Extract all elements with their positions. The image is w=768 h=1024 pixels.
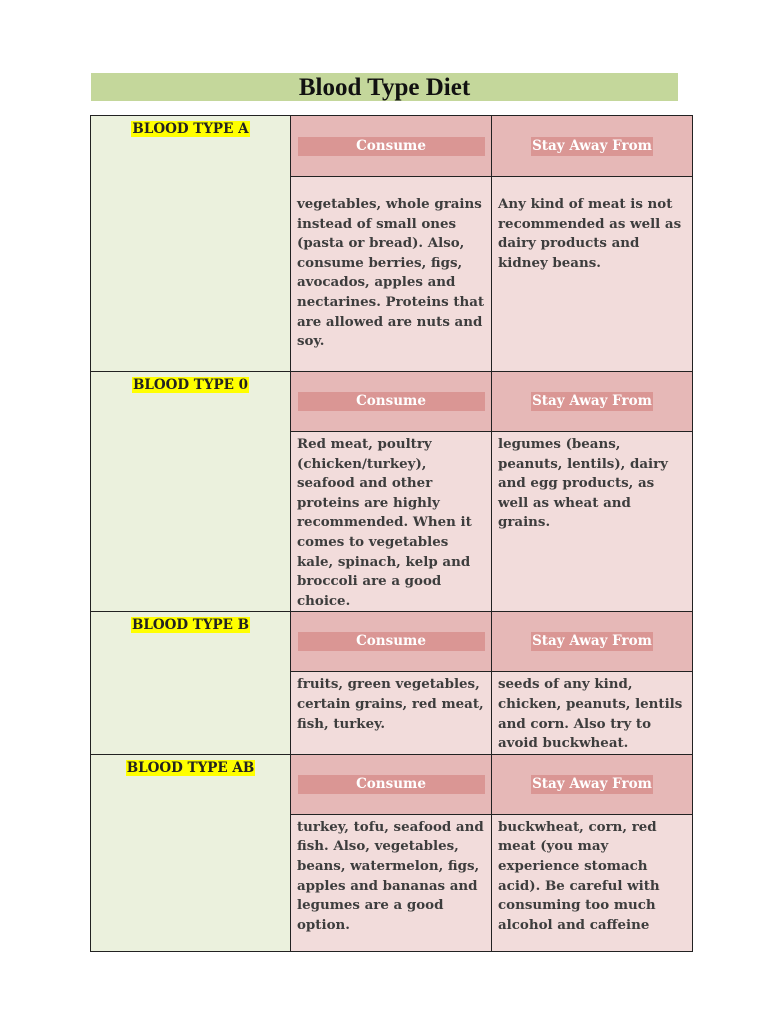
avoid-label: Stay Away From	[532, 775, 652, 792]
consume-text: vegetables, whole grains instead of small ones (pasta or bread). Also, consume berries, figs, avocados, apples and nectarines. Proteins that are allowed are nuts and soy.	[297, 196, 485, 350]
page-title: Blood Type Diet	[298, 74, 471, 101]
consume-cell	[291, 432, 492, 612]
blood-type-cell	[91, 116, 291, 372]
avoid-header-cell	[492, 612, 693, 672]
consume-text: turkey, tofu, seafood and fish. Also, vegetables, beans, watermelon, figs, apples and bananas and legumes are a good option.	[297, 818, 484, 933]
avoid-header-cell	[492, 372, 693, 432]
consume-header-cell	[291, 372, 492, 432]
consume-cell	[291, 672, 492, 754]
section-header-row	[91, 372, 693, 432]
blood-type-cell	[91, 612, 291, 754]
avoid-text: seeds of any kind, chicken, peanuts, lentils and corn. Also try to avoid buckwheat.	[498, 676, 683, 752]
consume-cell	[291, 177, 492, 372]
avoid-header-cell	[492, 754, 693, 814]
blood-type-cell	[91, 754, 291, 951]
consume-header-cell	[291, 754, 492, 814]
diet-table	[90, 115, 693, 952]
avoid-text: Any kind of meat is not recommended as well as dairy products and kidney beans.	[498, 196, 682, 271]
consume-text: fruits, green vegetables, certain grains, red meat, fish, turkey.	[297, 676, 484, 732]
avoid-header-cell	[492, 116, 693, 177]
blood-type-label: BLOOD TYPE B	[131, 617, 250, 634]
avoid-cell	[492, 672, 693, 754]
consume-header-cell	[291, 116, 492, 177]
section-header-row	[91, 754, 693, 814]
consume-label: Consume	[298, 632, 485, 651]
avoid-label: Stay Away From	[532, 137, 652, 154]
consume-label: Consume	[298, 775, 485, 794]
section-header-row	[91, 612, 693, 672]
title-bar	[91, 73, 678, 101]
consume-text: Red meat, poultry (chicken/turkey), seafood and other proteins are highly recommended. When it comes to vegetables kale, spinach, kelp and broccoli are a good choice.	[297, 436, 472, 609]
consume-header-cell	[291, 612, 492, 672]
section-header-row	[91, 116, 693, 177]
avoid-label: Stay Away From	[532, 393, 652, 409]
avoid-text: legumes (beans, peanuts, lentils), dairy and egg products, as well as wheat and grains.	[498, 436, 668, 531]
avoid-label: Stay Away From	[532, 633, 652, 650]
avoid-text: buckwheat, corn, red meat (you may experience stomach acid). Be careful with consuming too much alcohol and caffeine	[498, 818, 660, 933]
blood-type-label: BLOOD TYPE A	[132, 121, 249, 137]
blood-type-label: BLOOD TYPE AB	[126, 759, 255, 776]
blood-type-cell	[91, 372, 291, 612]
avoid-cell	[492, 177, 693, 372]
avoid-cell	[492, 432, 693, 612]
consume-label: Consume	[298, 137, 485, 156]
consume-cell	[291, 814, 492, 951]
avoid-cell	[492, 814, 693, 951]
blood-type-label: BLOOD TYPE 0	[132, 377, 249, 393]
consume-label: Consume	[298, 392, 485, 411]
